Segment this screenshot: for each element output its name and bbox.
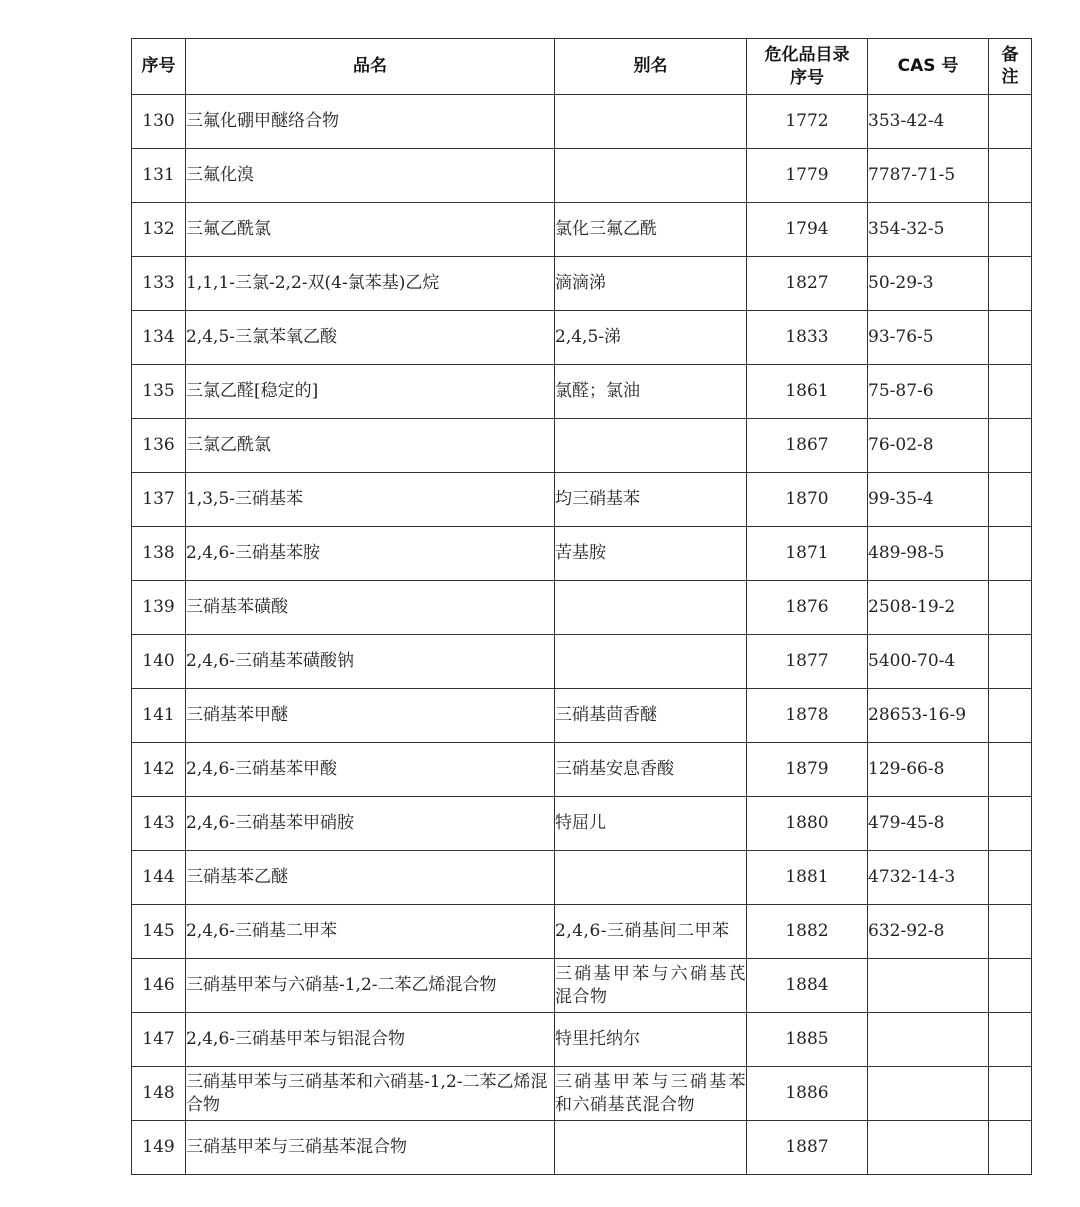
cell-name: 三氯乙醛[稳定的]: [186, 365, 555, 419]
cell-catalog-no: 1886: [747, 1067, 868, 1121]
cell-cas: 7787-71-5: [868, 149, 989, 203]
cell-catalog-no: 1887: [747, 1121, 868, 1175]
cell-cas: 353-42-4: [868, 95, 989, 149]
cell-no: 142: [132, 743, 186, 797]
cell-alias: 2,4,6-三硝基间二甲苯: [555, 905, 747, 959]
cell-alias: 三硝基茴香醚: [555, 689, 747, 743]
table-body: [132, 95, 1032, 1175]
cell-no: 145: [132, 905, 186, 959]
cell-note: [989, 203, 1032, 257]
header-no: 序号: [132, 39, 186, 95]
cell-alias: [555, 851, 747, 905]
cell-name: 2,4,6-三硝基苯甲硝胺: [186, 797, 555, 851]
table-row: [132, 905, 1032, 959]
cell-cas: 4732-14-3: [868, 851, 989, 905]
table-row: [132, 365, 1032, 419]
cell-note: [989, 581, 1032, 635]
cell-catalog-no: 1880: [747, 797, 868, 851]
cell-no: 131: [132, 149, 186, 203]
cell-note: [989, 365, 1032, 419]
cell-no: 140: [132, 635, 186, 689]
cell-alias: 特屈儿: [555, 797, 747, 851]
cell-alias: [555, 149, 747, 203]
cell-note: [989, 635, 1032, 689]
cell-cas: 75-87-6: [868, 365, 989, 419]
cell-catalog-no: 1861: [747, 365, 868, 419]
cell-cas: 2508-19-2: [868, 581, 989, 635]
header-cas: CAS 号: [868, 39, 989, 95]
cell-note: [989, 149, 1032, 203]
cell-alias: 滴滴涕: [555, 257, 747, 311]
cell-note: [989, 689, 1032, 743]
cell-no: 132: [132, 203, 186, 257]
cell-catalog-no: 1885: [747, 1013, 868, 1067]
cell-no: 137: [132, 473, 186, 527]
cell-alias: 氯醛；氯油: [555, 365, 747, 419]
cell-no: 141: [132, 689, 186, 743]
cell-cas: 28653-16-9: [868, 689, 989, 743]
cell-cas: [868, 1067, 989, 1121]
cell-alias: 2,4,5-涕: [555, 311, 747, 365]
cell-name: 2,4,6-三硝基苯磺酸钠: [186, 635, 555, 689]
cell-catalog-no: 1881: [747, 851, 868, 905]
table-row: [132, 1013, 1032, 1067]
cell-name: 三氯乙酰氯: [186, 419, 555, 473]
cell-note: [989, 419, 1032, 473]
table-row: [132, 311, 1032, 365]
cell-cas: [868, 1121, 989, 1175]
cell-cas: [868, 1013, 989, 1067]
cell-catalog-no: 1876: [747, 581, 868, 635]
table-row: [132, 203, 1032, 257]
cell-no: 147: [132, 1013, 186, 1067]
cell-catalog-no: 1870: [747, 473, 868, 527]
header-alias: 别名: [555, 39, 747, 95]
cell-catalog-no: 1772: [747, 95, 868, 149]
cell-cas: 5400-70-4: [868, 635, 989, 689]
cell-cas: 50-29-3: [868, 257, 989, 311]
cell-alias: [555, 635, 747, 689]
cell-catalog-no: 1833: [747, 311, 868, 365]
header-name: 品名: [186, 39, 555, 95]
cell-no: 138: [132, 527, 186, 581]
cell-alias: 三硝基甲苯与六硝基芪混合物: [555, 959, 747, 1013]
chemical-table: [131, 38, 1032, 1175]
table-header: [132, 39, 1032, 95]
cell-cas: 479-45-8: [868, 797, 989, 851]
table-row: [132, 635, 1032, 689]
header-row: [132, 39, 1032, 95]
cell-note: [989, 959, 1032, 1013]
cell-name: 三硝基甲苯与三硝基苯混合物: [186, 1121, 555, 1175]
cell-note: [989, 527, 1032, 581]
cell-alias: [555, 581, 747, 635]
cell-name: 2,4,6-三硝基甲苯与铝混合物: [186, 1013, 555, 1067]
cell-no: 134: [132, 311, 186, 365]
cell-catalog-no: 1878: [747, 689, 868, 743]
table-row: [132, 959, 1032, 1013]
cell-cas: 489-98-5: [868, 527, 989, 581]
cell-name: 三硝基甲苯与三硝基苯和六硝基-1,2-二苯乙烯混合物: [186, 1067, 555, 1121]
cell-name: 三硝基苯乙醚: [186, 851, 555, 905]
table-row: [132, 257, 1032, 311]
table-row: [132, 95, 1032, 149]
cell-note: [989, 851, 1032, 905]
cell-no: 130: [132, 95, 186, 149]
cell-name: 1,3,5-三硝基苯: [186, 473, 555, 527]
table-row: [132, 419, 1032, 473]
cell-name: 三氟乙酰氯: [186, 203, 555, 257]
cell-catalog-no: 1879: [747, 743, 868, 797]
cell-note: [989, 95, 1032, 149]
cell-no: 149: [132, 1121, 186, 1175]
cell-name: 2,4,6-三硝基苯胺: [186, 527, 555, 581]
header-note: 备 注: [989, 39, 1032, 95]
table-row: [132, 1067, 1032, 1121]
cell-name: 三硝基甲苯与六硝基-1,2-二苯乙烯混合物: [186, 959, 555, 1013]
cell-alias: 特里托纳尔: [555, 1013, 747, 1067]
cell-cas: 632-92-8: [868, 905, 989, 959]
cell-cas: 99-35-4: [868, 473, 989, 527]
cell-catalog-no: 1877: [747, 635, 868, 689]
cell-alias: 苦基胺: [555, 527, 747, 581]
cell-no: 136: [132, 419, 186, 473]
cell-no: 139: [132, 581, 186, 635]
cell-name: 三硝基苯甲醚: [186, 689, 555, 743]
cell-alias: [555, 1121, 747, 1175]
cell-alias: 三硝基安息香酸: [555, 743, 747, 797]
table-row: [132, 149, 1032, 203]
cell-note: [989, 1067, 1032, 1121]
cell-catalog-no: 1871: [747, 527, 868, 581]
table-row: [132, 473, 1032, 527]
cell-alias: 均三硝基苯: [555, 473, 747, 527]
cell-no: 148: [132, 1067, 186, 1121]
cell-catalog-no: 1882: [747, 905, 868, 959]
cell-alias: 氯化三氟乙酰: [555, 203, 747, 257]
table-row: [132, 1121, 1032, 1175]
cell-note: [989, 257, 1032, 311]
table-row: [132, 527, 1032, 581]
cell-note: [989, 311, 1032, 365]
cell-note: [989, 743, 1032, 797]
cell-no: 146: [132, 959, 186, 1013]
cell-name: 2,4,6-三硝基苯甲酸: [186, 743, 555, 797]
cell-note: [989, 1121, 1032, 1175]
table-row: [132, 743, 1032, 797]
cell-catalog-no: 1867: [747, 419, 868, 473]
cell-cas: [868, 959, 989, 1013]
cell-name: 1,1,1-三氯-2,2-双(4-氯苯基)乙烷: [186, 257, 555, 311]
header-catalog-no: 危化品目录 序号: [747, 39, 868, 95]
cell-cas: 93-76-5: [868, 311, 989, 365]
table-row: [132, 581, 1032, 635]
cell-no: 133: [132, 257, 186, 311]
cell-note: [989, 473, 1032, 527]
cell-name: 2,4,6-三硝基二甲苯: [186, 905, 555, 959]
cell-name: 三氟化硼甲醚络合物: [186, 95, 555, 149]
table-row: [132, 851, 1032, 905]
cell-alias: 三硝基甲苯与三硝基苯和六硝基芪混合物: [555, 1067, 747, 1121]
cell-note: [989, 905, 1032, 959]
cell-note: [989, 1013, 1032, 1067]
cell-catalog-no: 1794: [747, 203, 868, 257]
cell-name: 2,4,5-三氯苯氧乙酸: [186, 311, 555, 365]
cell-cas: 354-32-5: [868, 203, 989, 257]
cell-catalog-no: 1827: [747, 257, 868, 311]
table-row: [132, 797, 1032, 851]
cell-alias: [555, 95, 747, 149]
cell-cas: 76-02-8: [868, 419, 989, 473]
cell-no: 143: [132, 797, 186, 851]
cell-name: 三氟化溴: [186, 149, 555, 203]
cell-catalog-no: 1884: [747, 959, 868, 1013]
cell-note: [989, 797, 1032, 851]
cell-catalog-no: 1779: [747, 149, 868, 203]
cell-alias: [555, 419, 747, 473]
cell-cas: 129-66-8: [868, 743, 989, 797]
table-row: [132, 689, 1032, 743]
cell-no: 135: [132, 365, 186, 419]
cell-no: 144: [132, 851, 186, 905]
cell-name: 三硝基苯磺酸: [186, 581, 555, 635]
